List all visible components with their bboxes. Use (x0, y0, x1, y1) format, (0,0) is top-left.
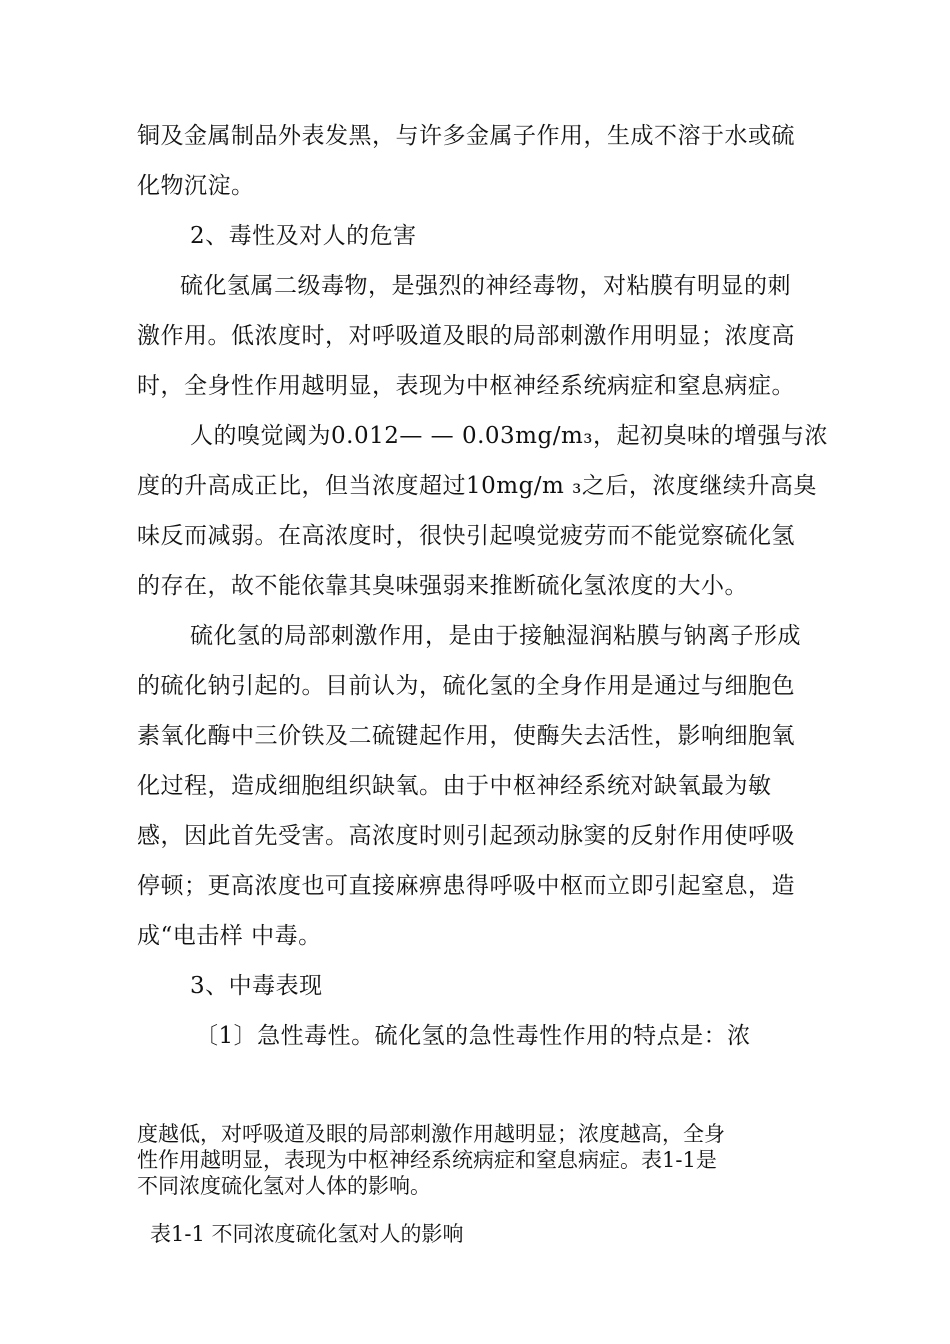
section-heading: 3、中毒表现 (190, 973, 323, 999)
body-text-line: 铜及金属制品外表发黑，与许多金属子作用，生成不溶于水或硫 (137, 123, 795, 149)
body-text-line: 〔1〕急性毒性。硫化氢的急性毒性作用的特点是：浓 (195, 1023, 751, 1049)
body-text-line: 度越低，对呼吸道及眼的局部刺激作用越明显；浓度越高，全身 (137, 1122, 725, 1146)
table-caption: 表1-1 不同浓度硫化氢对人的影响 (150, 1222, 464, 1246)
body-text-line: 人的嗅觉阈为0.012— — 0.03mg/m₃，起初臭味的增强与浓 (190, 423, 828, 449)
body-text-line: 硫化氢的局部刺激作用，是由于接触湿润粘膜与钠离子形成 (190, 623, 801, 649)
body-text-line: 停顿；更高浓度也可直接麻痹患得呼吸中枢而立即引起窒息，造 (137, 873, 795, 899)
body-text-line: 味反而减弱。在高浓度时，很快引起嗅觉疲劳而不能觉察硫化氢 (137, 523, 795, 549)
body-text-line: 的存在，故不能依靠其臭味强弱来推断硫化氢浓度的大小。 (137, 573, 748, 599)
body-text-line: 不同浓度硫化氢对人体的影响。 (137, 1174, 431, 1198)
body-text-line: 的硫化钠引起的。目前认为，硫化氢的全身作用是通过与细胞色 (137, 673, 795, 699)
body-text-line: 化物沉淀。 (137, 173, 255, 199)
body-text-line: 激作用。低浓度时，对呼吸道及眼的局部刺激作用明显；浓度高 (137, 323, 795, 349)
section-heading: 2、毒性及对人的危害 (190, 223, 417, 249)
body-text-line: 度的升高成正比，但当浓度超过10mg/m ₃之后，浓度继续升高臭 (137, 473, 817, 499)
body-text-line: 成“电击样 中毒。 (137, 923, 322, 949)
body-text-line: 时，全身性作用越明显，表现为中枢神经系统病症和窒息病症。 (137, 373, 795, 399)
body-text-line: 感，因此首先受害。高浓度时则引起颈动脉窦的反射作用使呼吸 (137, 823, 795, 849)
body-text-line: 性作用越明显，表现为中枢神经系统病症和窒息病症。表1-1是 (137, 1148, 717, 1172)
body-text-line: 素氧化酶中三价铁及二硫键起作用，使酶失去活性，影响细胞氧 (137, 723, 795, 749)
body-text-line: 硫化氢属二级毒物，是强烈的神经毒物，对粘膜有明显的刺 (180, 273, 791, 299)
body-text-line: 化过程，造成细胞组织缺氧。由于中枢神经系统对缺氧最为敏 (137, 773, 772, 799)
